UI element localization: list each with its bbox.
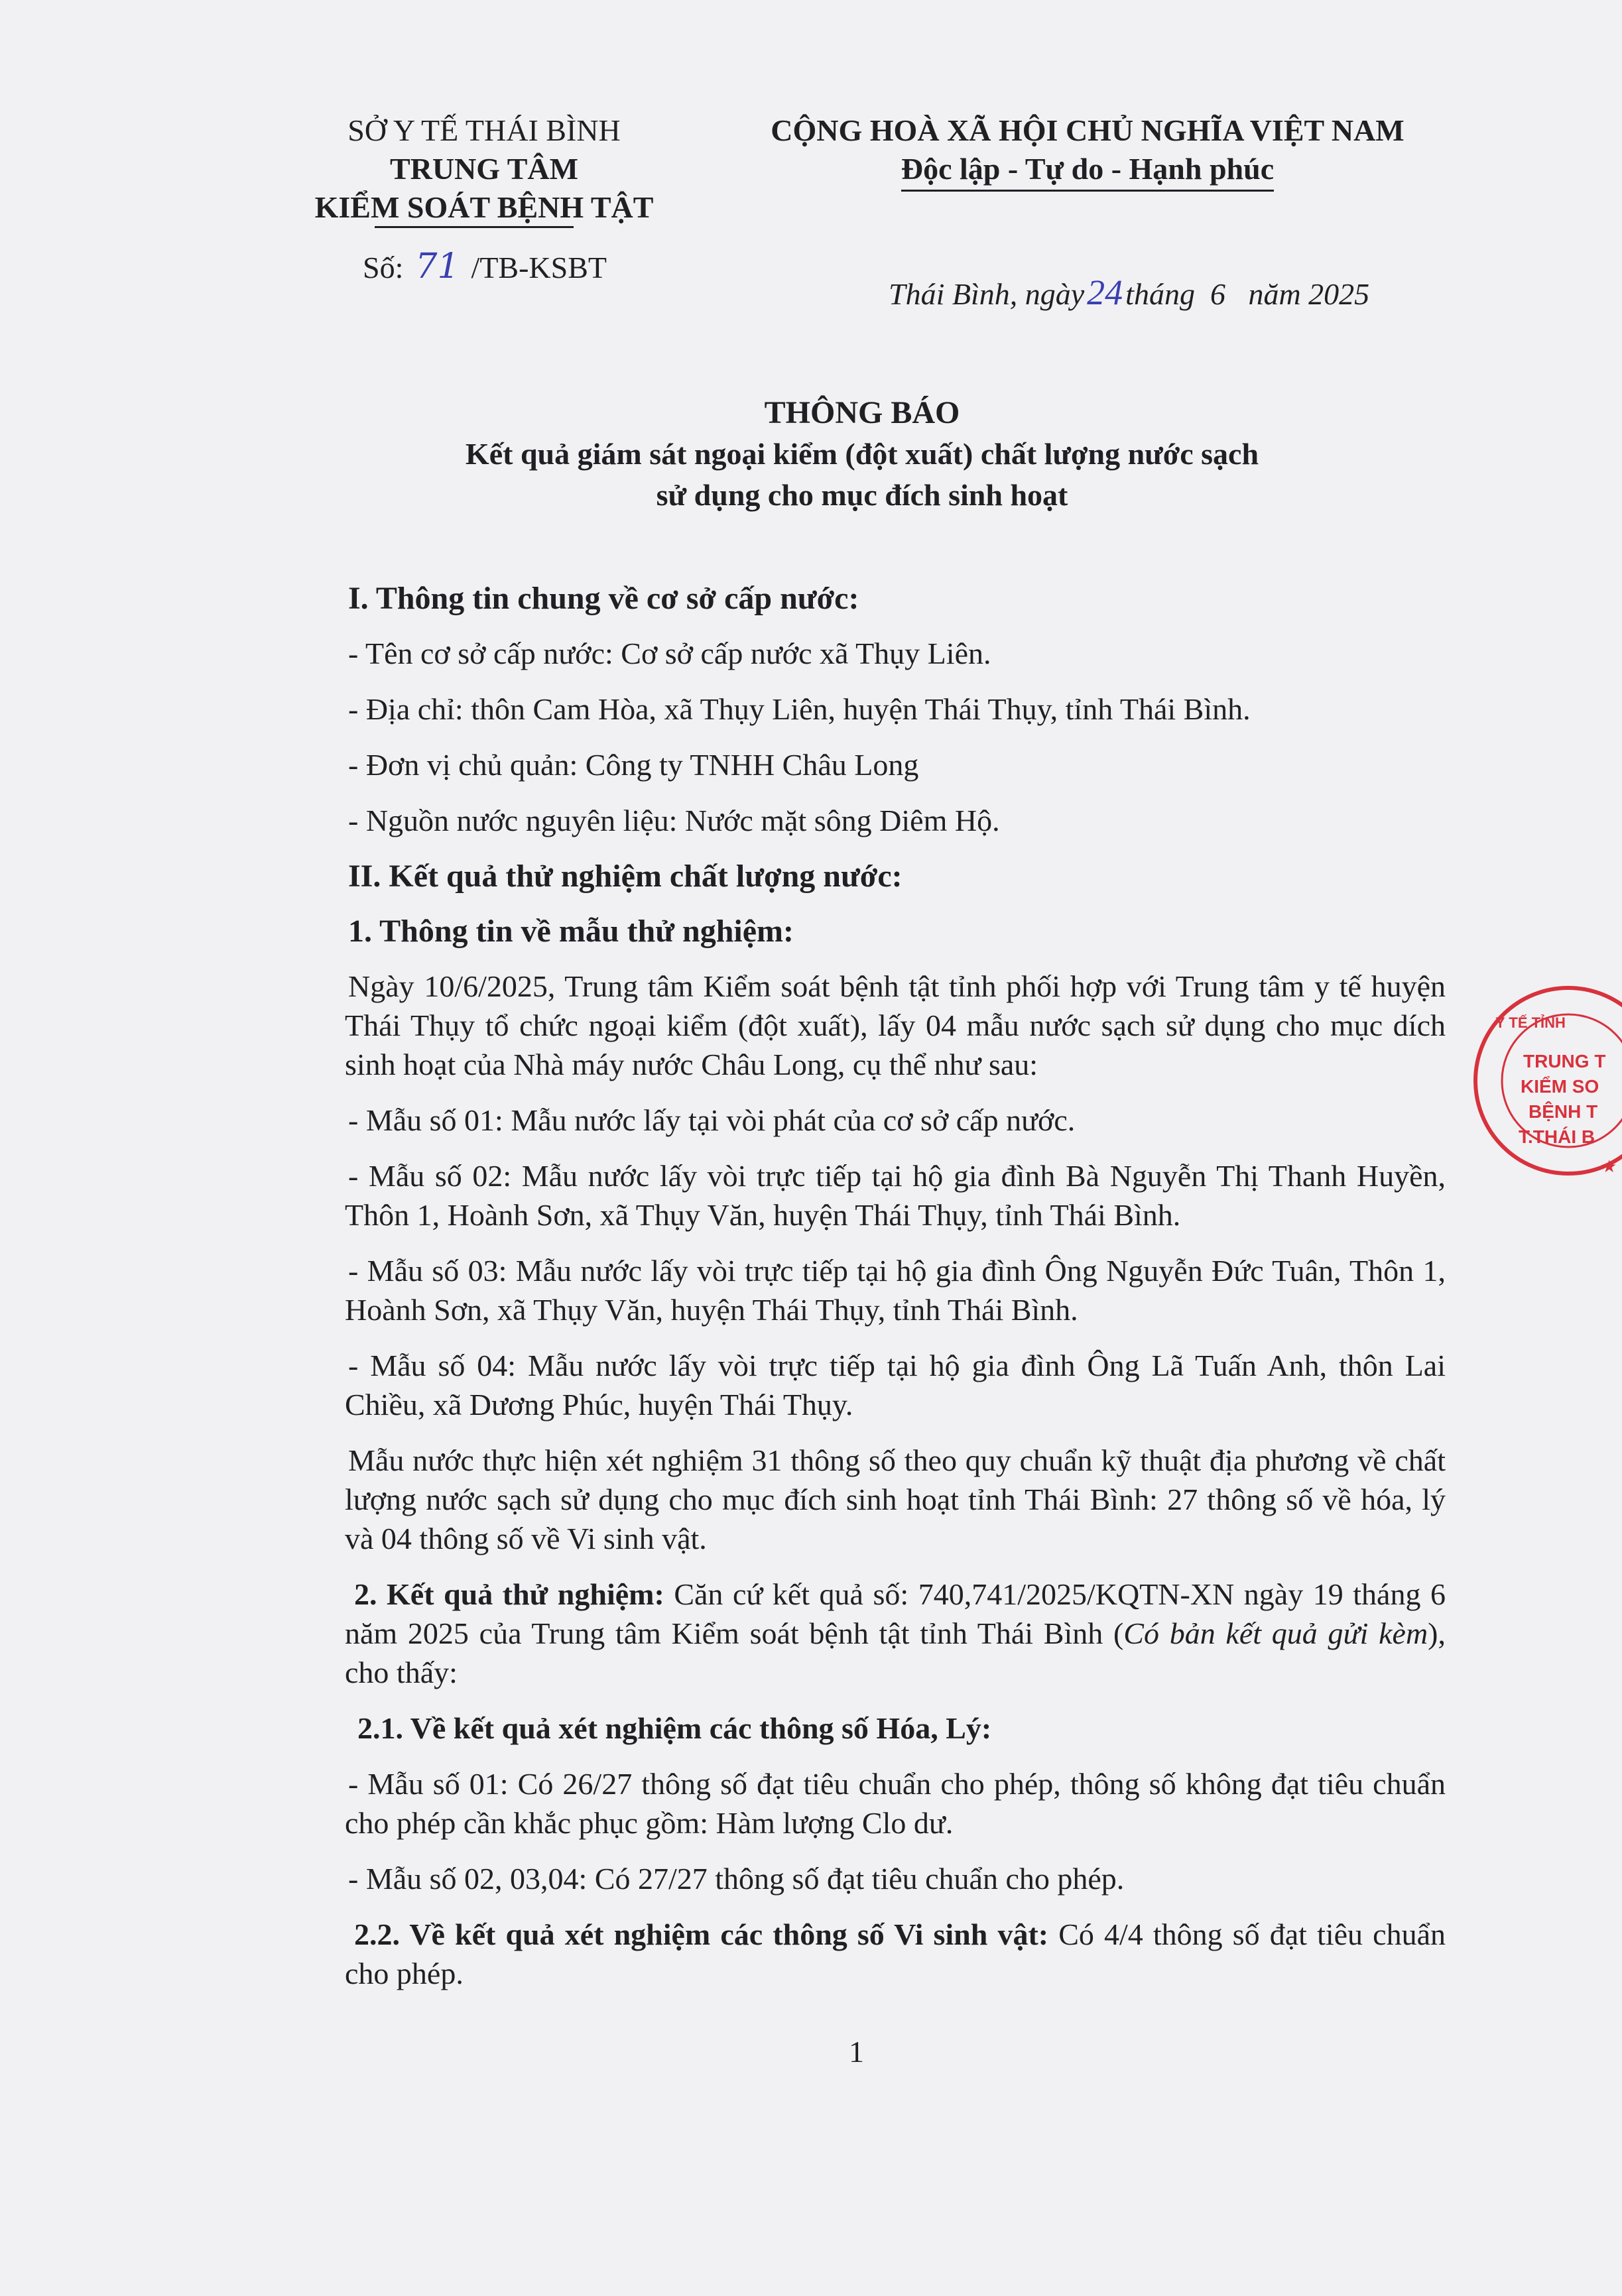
issuer-name-line2: KIỂM SOÁT BỆNH TẬT (315, 188, 654, 227)
sub22-paragraph: 2.2. Về kết quả xét nghiệm các thông số Vi sinh vật: Có 4/4 thông số đạt tiêu chuẩn cho phép. (345, 1917, 1446, 1990)
issuer-block (265, 111, 703, 227)
sample-item: - Mẫu số 02: Mẫu nước lấy vòi trực tiếp tại hộ gia đình Bà Nguyễn Thị Thanh Huyền, Thôn 1, Hoành Sơn, xã Thụy Văn, huyện Thái Thụy, tỉnh Thái Bình. (345, 1159, 1446, 1232)
sub21-item: - Mẫu số 02, 03,04: Có 27/27 thông số đạt tiêu chuẩn cho phép. (348, 1862, 1125, 1896)
document-title (265, 393, 1459, 516)
section1-heading: I. Thông tin chung về cơ sở cấp nước: (348, 581, 859, 616)
country-name: CỘNG HOÀ XÃ HỘI CHỦ NGHĨA VIỆT NAM (771, 113, 1404, 147)
stamp-line3: BỆNH T (1528, 1101, 1598, 1122)
stamp-line2: KIỂM SO (1521, 1076, 1599, 1097)
section1-item: - Địa chỉ: thôn Cam Hòa, xã Thụy Liên, huyện Thái Thụy, tỉnh Thái Bình. (348, 692, 1251, 726)
section1-item: - Nguồn nước nguyên liệu: Nước mặt sông Diêm Hộ. (348, 804, 1000, 837)
page-number: 1 (849, 2035, 864, 2069)
red-seal-stamp (1469, 981, 1622, 1180)
sample-item: - Mẫu số 01: Mẫu nước lấy tại vòi phát của cơ sở cấp nước. (348, 1103, 1076, 1137)
national-motto: Độc lập - Tự do - Hạnh phúc (901, 150, 1274, 192)
sub1-heading: 1. Thông tin về mẫu thử nghiệm: (348, 914, 794, 949)
title-sub1: Kết quả giám sát ngoại kiểm (đột xuất) chất lượng nước sạch (465, 437, 1259, 471)
sub21-item: - Mẫu số 01: Có 26/27 thông số đạt tiêu chuẩn cho phép, thông số không đạt tiêu chuẩn cho phép cần khắc phục gồm: Hàm lượng Clo dư. (345, 1767, 1446, 1840)
issue-date: Thái Bình, ngày24tháng 6 năm 2025 (889, 272, 1370, 312)
section1-item: - Tên cơ sở cấp nước: Cơ sở cấp nước xã Thụy Liên. (348, 636, 991, 670)
section1-item: - Đơn vị chủ quản: Công ty TNHH Châu Long (348, 748, 919, 782)
document-body (345, 579, 1446, 2010)
title-main: THÔNG BÁO (764, 395, 960, 430)
stamp-star-icon: ★ (1601, 1157, 1617, 1177)
handwritten-number: 71 (415, 247, 460, 286)
issuer-parent: SỞ Y TẾ THÁI BÌNH (347, 113, 621, 147)
stamp-line1: TRUNG T (1523, 1051, 1606, 1071)
sub1-outro: Mẫu nước thực hiện xét nghiệm 31 thông số theo quy chuẩn kỹ thuật địa phương về chất lượng nước sạch sử dụng cho mục đích sinh hoạt tỉnh Thái Bình: 27 thông số về hóa, lý và 04 thông số về Vi sinh vật. (345, 1443, 1446, 1555)
national-header (743, 111, 1432, 192)
sample-item: - Mẫu số 04: Mẫu nước lấy vòi trực tiếp tại hộ gia đình Ông Lã Tuấn Anh, thôn Lai Chiều, xã Dương Phúc, huyện Thái Thụy. (345, 1349, 1446, 1421)
sample-item: - Mẫu số 03: Mẫu nước lấy vòi trực tiếp tại hộ gia đình Ông Nguyễn Đức Tuân, Thôn 1, Hoành Sơn, xã Thụy Văn, huyện Thái Thụy, tỉnh Thái Bình. (345, 1254, 1446, 1327)
stamp-ring-text: Y TẾ TỈNH (1495, 1014, 1566, 1031)
handwritten-day: 24 (1087, 272, 1123, 312)
title-sub2: sử dụng cho mục đích sinh hoạt (656, 478, 1068, 512)
doc-number: Số: 71 /TB-KSBT (363, 247, 607, 286)
issuer-name-line1: TRUNG TÂM (389, 152, 579, 186)
section2-heading: II. Kết quả thử nghiệm chất lượng nước: (348, 859, 903, 894)
stamp-line4: T.THÁI B (1519, 1126, 1595, 1147)
sub1-intro: Ngày 10/6/2025, Trung tâm Kiểm soát bệnh tật tỉnh phối hợp với Trung tâm y tế huyện Thái Thụy tổ chức ngoại kiểm (đột xuất), lấy 04 mẫu nước sạch sử dụng cho mục dích sinh hoạt của Nhà máy nước Châu Long, cụ thể như sau: (345, 969, 1446, 1081)
sub2-paragraph: 2. Kết quả thử nghiệm: Căn cứ kết quả số: 740,741/2025/KQTN-XN ngày 19 tháng 6 năm 2025 của Trung tâm Kiểm soát bệnh tật tỉnh Thái Bình (Có bản kết quả gửi kèm), cho thấy: (345, 1577, 1446, 1689)
sub21-heading: 2.1. Về kết quả xét nghiệm các thông số Hóa, Lý: (357, 1711, 992, 1745)
